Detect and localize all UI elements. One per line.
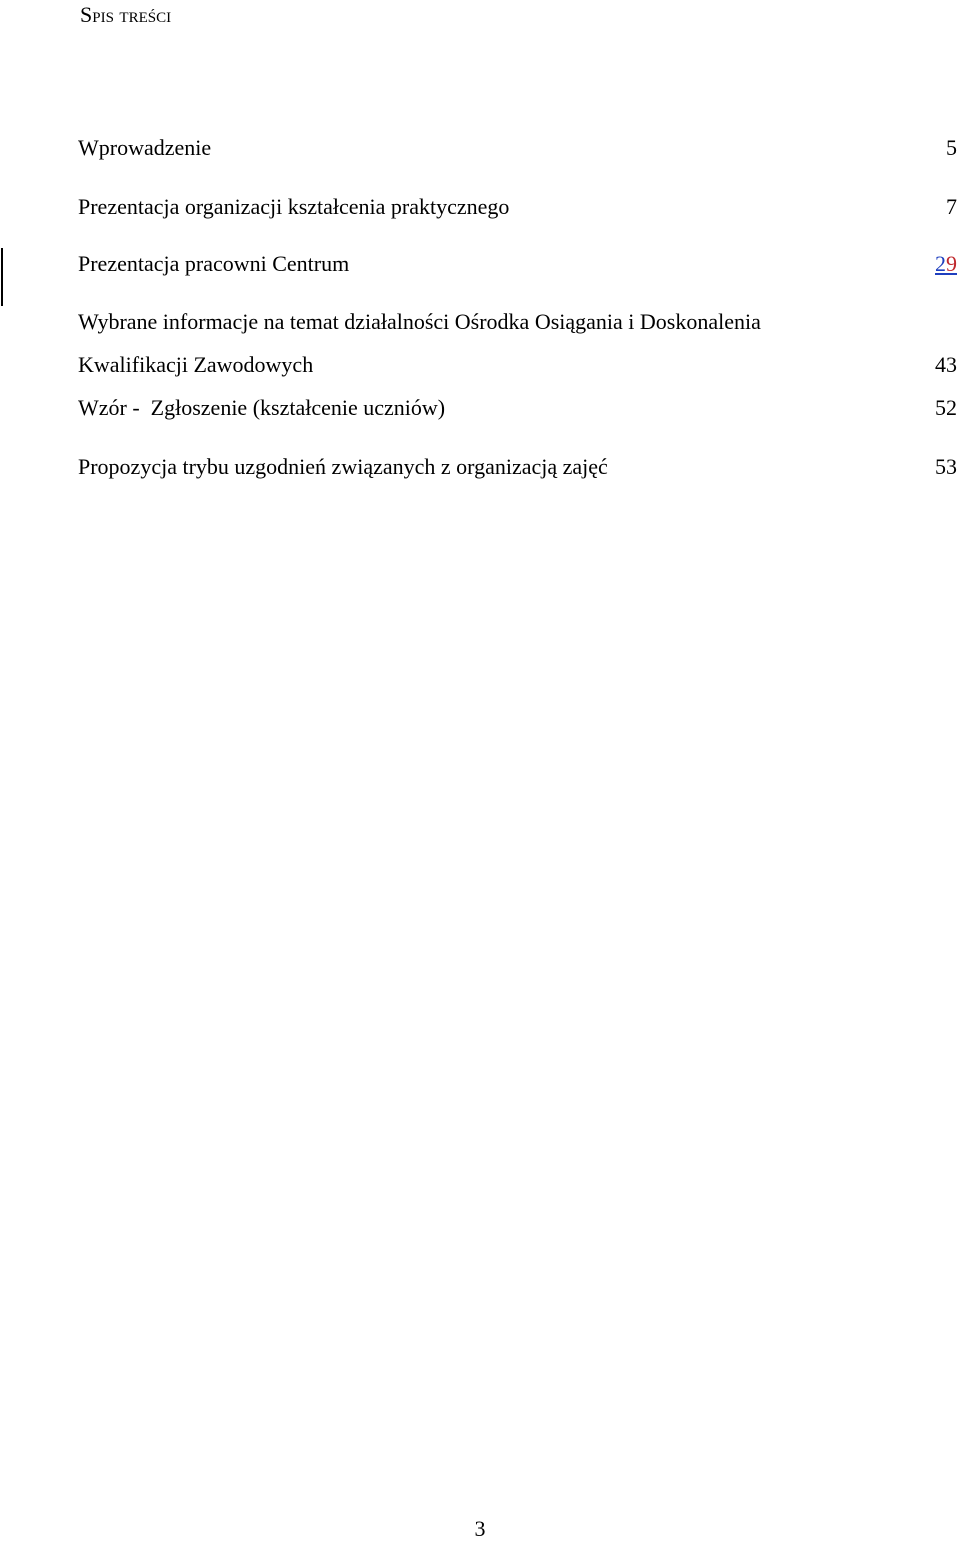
toc-entry-title: Wzór - Zgłoszenie (kształcenie uczniów) xyxy=(78,395,446,420)
toc-entry-osrodek-line-1[interactable] xyxy=(78,309,957,335)
toc-entry-osrodek-line-2[interactable] xyxy=(78,352,957,378)
toc-entry-wprowadzenie[interactable] xyxy=(78,135,957,161)
toc-entry-page: 53 xyxy=(935,454,957,479)
revision-change-bar xyxy=(1,248,3,306)
toc-entry-page-link[interactable] xyxy=(935,251,957,277)
toc-entry-title: Kwalifikacji Zawodowych xyxy=(78,352,314,377)
toc-entry-title: Prezentacja pracowni Centrum xyxy=(78,251,350,276)
toc-entry-propozycja-trybu[interactable] xyxy=(78,454,957,480)
toc-entry-title: Propozycja trybu uzgodnień związanych z organizacją zajęć xyxy=(78,454,608,479)
toc-entry-wzor-zgloszenia[interactable] xyxy=(78,395,957,421)
toc-entry-title: Wybrane informacje na temat działalności Ośrodka Osiągania i Doskonalenia xyxy=(78,309,761,334)
toc-entry-page: 5 xyxy=(946,135,957,160)
page-number: 3 xyxy=(474,1516,486,1541)
toc-entry-pracownie[interactable] xyxy=(78,251,957,277)
toc-entry-title: Prezentacja organizacji kształcenia praktycznego xyxy=(78,194,510,219)
toc-entry-page: 7 xyxy=(946,194,957,219)
toc-entry-page: 43 xyxy=(935,352,957,377)
page-link-digit-2: 9 xyxy=(946,251,957,276)
toc-heading: Spis treści xyxy=(80,2,172,27)
toc-entry-organizacja[interactable] xyxy=(78,194,957,220)
toc-entry-page: 52 xyxy=(935,395,957,420)
page-link-digit-1: 2 xyxy=(935,251,946,276)
toc-entry-title: Wprowadzenie xyxy=(78,135,212,160)
